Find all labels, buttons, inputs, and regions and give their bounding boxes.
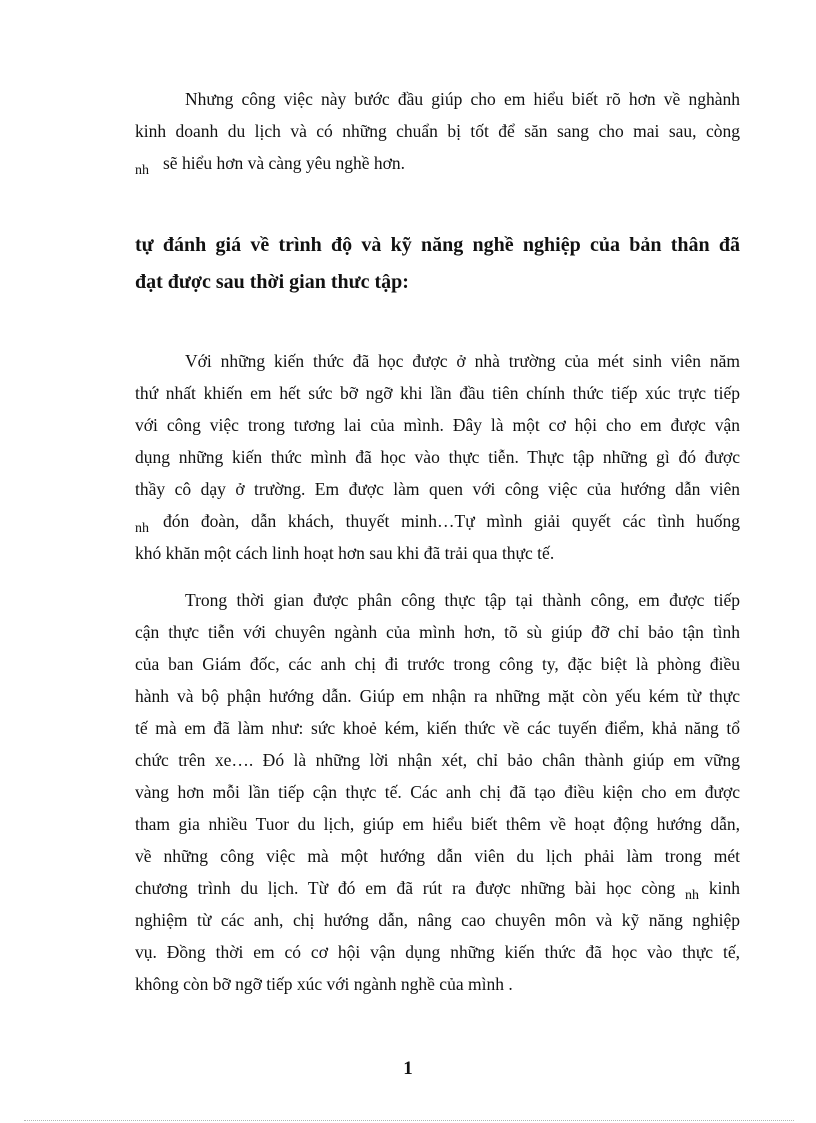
text-fragment: nh [135, 521, 149, 536]
section-heading-line-1: tự đánh giá về trình độ và kỹ năng nghề nghiệp của bản thân đã [135, 234, 740, 256]
paragraph-2-line-5: thầy cô dạy ở trường. Em được làm quen với công việc của hướng dẫn viên [135, 479, 740, 499]
section-heading-line-2: đạt được sau thời gian thưc tập: [135, 271, 409, 293]
text-fragment: nh [685, 888, 700, 903]
paragraph-3-line-6: chức trên xe…. Đó là những lời nhận xét, chỉ bảo chân thành giúp em vững [135, 750, 740, 770]
paragraph-2-line-6-text: đón đoàn, dẫn khách, thuyết minh…Tự mình giải quyết các tình huống [163, 511, 740, 531]
paragraph-1-line-1: Nhưng công việc này bước đầu giúp cho em hiểu biết rõ hơn về nghành [185, 89, 740, 109]
paragraph-1-line-3-text: sẽ hiểu hơn và càng yêu nghề hơn. [163, 153, 406, 173]
paragraph-2-line-7: khó khăn một cách linh hoạt hơn sau khi đã trải qua thực tế. [135, 543, 555, 563]
paragraph-3-line-1: Trong thời gian được phân công thực tập tại thành công, em được tiếp [185, 590, 740, 610]
paragraph-1-line-3 [135, 152, 740, 177]
paragraph-2-line-2: thứ nhất khiến em hết sức bỡ ngỡ khi lần đầu tiên chính thức tiếp xúc trực tiếp [135, 383, 740, 403]
paragraph-2-line-4: dụng những kiến thức mình đã học vào thực tiễn. Thực tập những gì đó được [135, 447, 740, 467]
paragraph-2-line-6 [135, 510, 740, 535]
paragraph-3-line-11: nghiệm từ các anh, chị hướng dẫn, nâng cao chuyên môn và kỹ năng nghiệp [135, 910, 740, 930]
page-break-divider [24, 1120, 794, 1121]
paragraph-3-line-10-text: chương trình du lịch. Từ đó em đã rút ra được những bài học còng [135, 878, 676, 898]
page-number: 1 [403, 1058, 413, 1079]
paragraph-2-line-1: Với những kiến thức đã học được ở nhà trường của mét sinh viên năm [185, 351, 740, 371]
paragraph-1-line-2: kinh doanh du lịch và có những chuẩn bị tốt để săn sang cho mai sau, còng [135, 121, 740, 141]
paragraph-3-line-8: tham gia nhiều Tuor du lịch, giúp em hiểu biết thêm về hoạt động hướng dẫn, [135, 814, 740, 834]
text-fragment: nh [135, 163, 149, 178]
paragraph-3-line-4: hành và bộ phận hướng dẫn. Giúp em nhận ra những mặt còn yếu kém từ thực [135, 686, 740, 706]
paragraph-3-line-3: của ban Giám đốc, các anh chị đi trước trong công ty, đặc biệt là phòng điều [135, 654, 740, 674]
paragraph-3-line-10-tail: kinh [708, 878, 740, 898]
paragraph-3-line-12: vụ. Đồng thời em có cơ hội vận dụng những kiến thức đã học vào thực tế, [135, 942, 740, 962]
paragraph-3-line-9: về những công việc mà một hướng dẫn viên du lịch phải làm trong mét [135, 846, 740, 866]
paragraph-3-line-10 [135, 877, 740, 902]
paragraph-3-line-13: không còn bỡ ngỡ tiếp xúc với ngành nghề của mình . [135, 974, 513, 994]
paragraph-3-line-5: tế mà em đã làm như: sức khoẻ kém, kiến thức về các tuyến điểm, khả năng tổ [135, 718, 740, 738]
paragraph-3-line-7: vàng hơn mỗi lần tiếp cận thực tế. Các anh chị đã tạo điều kiện cho em được [135, 782, 740, 802]
paragraph-2-line-3: với công việc trong tương lai của mình. Đây là một cơ hội cho em được vận [135, 415, 740, 435]
paragraph-3-line-2: cận thực tiễn với chuyên ngành của mình hơn, tõ sù giúp đỡ chỉ bảo tận tình [135, 622, 740, 642]
